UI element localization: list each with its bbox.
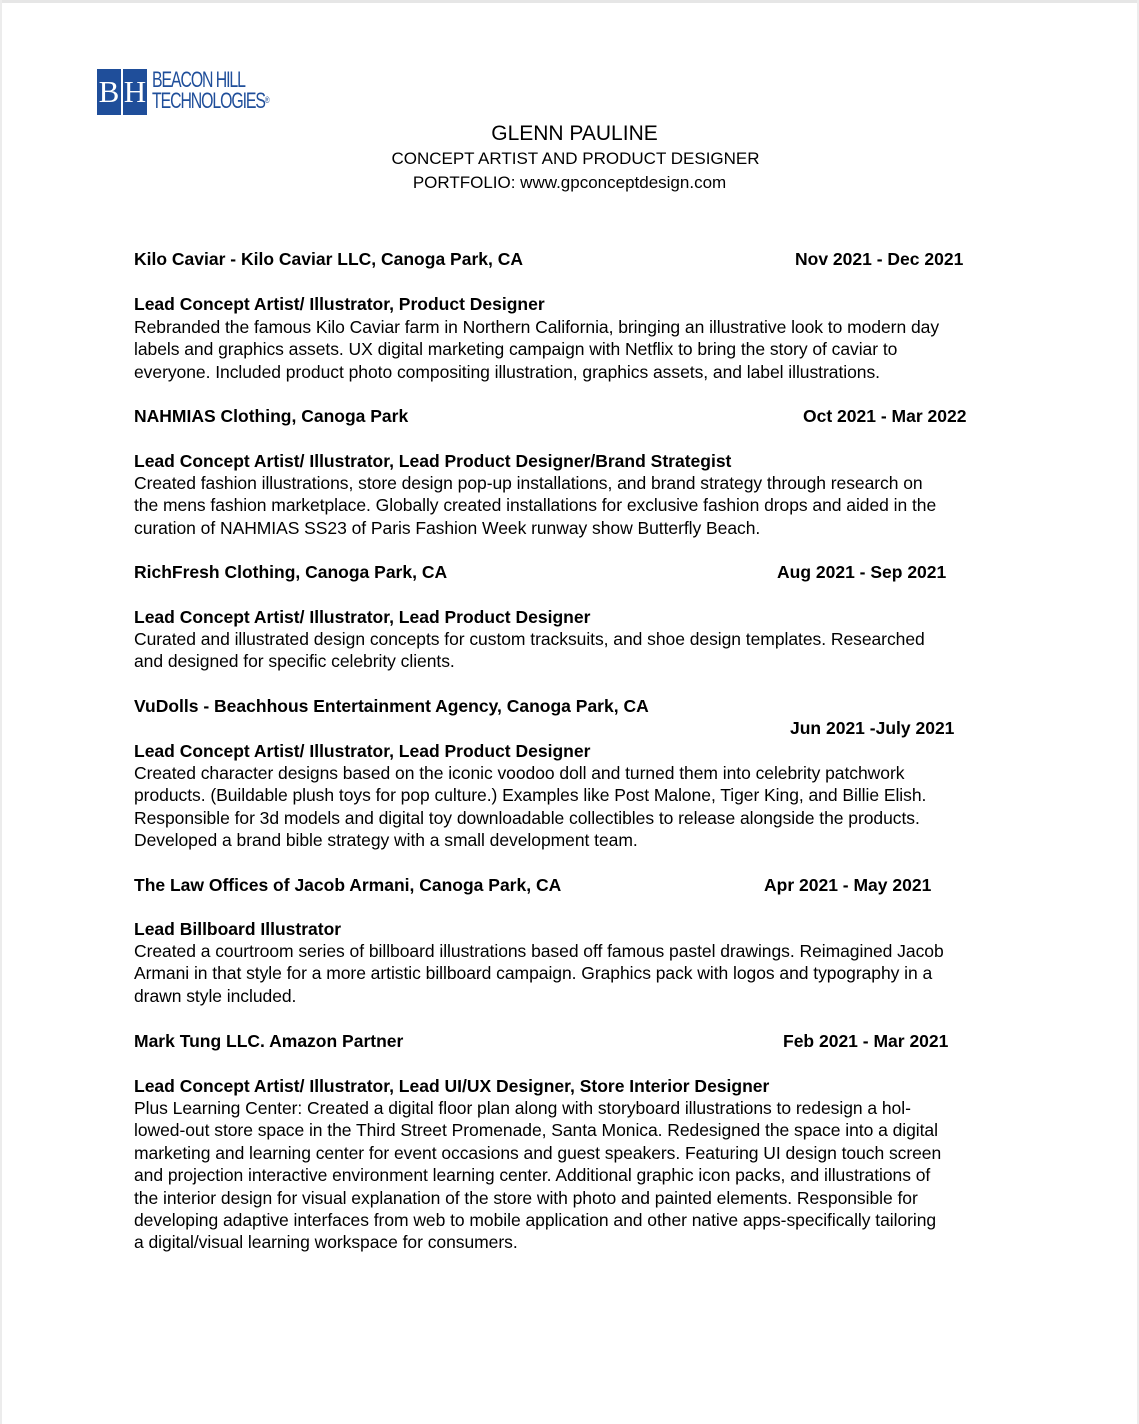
description-line: marketing and learning center for event occasions and guest speakers. Featuring UI design touch screen <box>134 1142 942 1163</box>
entry-dates: Aug 2021 - Sep 2021 <box>777 562 947 582</box>
entry-company: The Law Offices of Jacob Armani, Canoga Park, CA <box>134 875 562 895</box>
candidate-title: CONCEPT ARTIST AND PRODUCT DESIGNER <box>391 149 760 168</box>
description-line: and designed for specific celebrity clients. <box>134 651 455 672</box>
entry-company: RichFresh Clothing, Canoga Park, CA <box>134 562 448 582</box>
entry-role: Lead Concept Artist/ Illustrator, Lead Product Designer/Brand Strategist <box>134 451 732 471</box>
logo-mark <box>97 69 147 115</box>
entry-dates: Jun 2021 -July 2021 <box>790 718 955 738</box>
description-line: Created fashion illustrations, store design pop-up installations, and brand strategy through research on <box>134 473 923 493</box>
description-line: Responsible for 3d models and digital toy downloadable collectibles to release alongside the products. <box>134 807 920 828</box>
entry-company: NAHMIAS Clothing, Canoga Park <box>134 406 409 426</box>
entry-role: Lead Concept Artist/ Illustrator, Product Designer <box>134 294 545 314</box>
logo-line-1: BEACON HILL <box>152 67 245 92</box>
entry-description <box>134 940 1014 1007</box>
entry-role: Lead Concept Artist/ Illustrator, Lead Product Designer <box>134 741 591 761</box>
entry-role: Lead Concept Artist/ Illustrator, Lead UI/UX Designer, Store Interior Designer <box>134 1076 770 1096</box>
entry-description <box>134 628 1014 673</box>
candidate-name: GLENN PAULINE <box>491 122 658 145</box>
logo-line-2: TECHNOLOGIES® <box>152 88 270 113</box>
portfolio-link[interactable]: PORTFOLIO: www.gpconceptdesign.com <box>412 173 727 192</box>
entry-company: Kilo Caviar - Kilo Caviar LLC, Canoga Park, CA <box>134 249 523 269</box>
description-line: the interior design for visual explanation of the store with photo and painted elements. Responsible for <box>134 1187 918 1208</box>
description-line: the mens fashion marketplace. Globally created installations for exclusive fashion drops and aided in the <box>134 495 937 516</box>
description-line: developing adaptive interfaces from web to mobile application and other native apps-specifically tailoring <box>134 1210 937 1231</box>
description-line: labels and graphics assets. UX digital marketing campaign with Netflix to bring the story of caviar to <box>134 339 898 360</box>
company-logo <box>97 69 315 115</box>
entry-dates: Nov 2021 - Dec 2021 <box>795 249 964 269</box>
description-line: Developed a brand bible strategy with a small development team. <box>134 830 638 851</box>
description-line: and projection interactive environment learning center. Additional graphic icon packs, and illustrations of <box>134 1165 931 1186</box>
description-line: products. (Buildable plush toys for pop culture.) Examples like Post Malone, Tiger King, and Billie Elish. <box>134 785 927 806</box>
description-line: Armani in that style for a more artistic billboard campaign. Graphics pack with logos and typography in a <box>134 963 933 984</box>
page-edge-left <box>0 0 2 1424</box>
description-line: Rebranded the famous Kilo Caviar farm in Northern California, bringing an illustrative look to modern day <box>134 317 940 337</box>
entry-company: Mark Tung LLC. Amazon Partner <box>134 1031 404 1051</box>
entry-dates: Feb 2021 - Mar 2021 <box>783 1031 949 1051</box>
entry-description <box>134 1097 1014 1254</box>
entry-description <box>134 472 1014 539</box>
entry-description <box>134 762 1014 852</box>
entry-company: VuDolls - Beachhous Entertainment Agency, Canoga Park, CA <box>134 696 649 716</box>
entry-role: Lead Concept Artist/ Illustrator, Lead Product Designer <box>134 607 591 627</box>
entry-dates: Apr 2021 - May 2021 <box>764 875 932 895</box>
description-line: Created character designs based on the iconic voodoo doll and turned them into celebrity patchwork <box>134 763 905 783</box>
description-line: Plus Learning Center: Created a digital floor plan along with storyboard illustrations to redesign a hol- <box>134 1098 911 1118</box>
description-line: lowed-out store space in the Third Street Promenade, Santa Monica. Redesigned the space into a digital <box>134 1120 938 1141</box>
entry-description <box>134 316 1014 383</box>
logo-letter-h: H <box>123 69 147 115</box>
entry-dates: Oct 2021 - Mar 2022 <box>803 406 967 426</box>
page-edge-top <box>0 0 1139 3</box>
entry-role: Lead Billboard Illustrator <box>134 919 342 939</box>
description-line: Created a courtroom series of billboard illustrations based off famous pastel drawings. Reimagined Jacob <box>134 941 944 961</box>
description-line: Curated and illustrated design concepts for custom tracksuits, and shoe design templates. Researched <box>134 629 925 649</box>
description-line: curation of NAHMIAS SS23 of Paris Fashion Week runway show Butterfly Beach. <box>134 517 761 538</box>
logo-wordmark <box>152 69 270 111</box>
registered-mark: ® <box>264 95 270 105</box>
description-line: a digital/visual learning workspace for consumers. <box>134 1232 518 1253</box>
description-line: drawn style included. <box>134 985 297 1006</box>
description-line: everyone. Included product photo compositing illustration, graphics assets, and label illustrations. <box>134 361 880 382</box>
logo-letter-b: B <box>97 69 121 115</box>
resume-header <box>0 121 1139 195</box>
